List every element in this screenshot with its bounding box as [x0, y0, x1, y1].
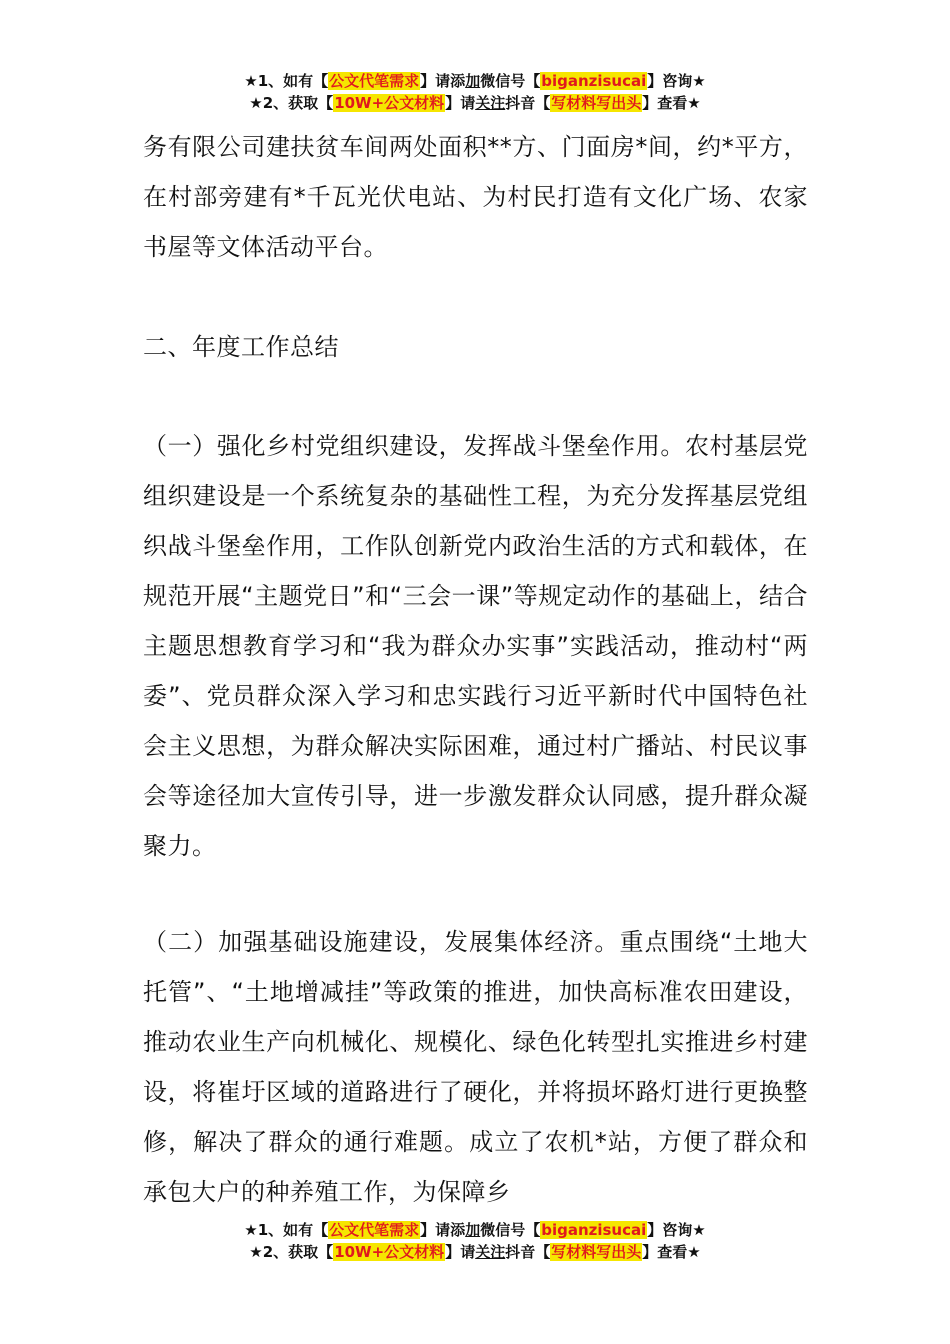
banner-text: ★2、获取【: [249, 1243, 334, 1261]
paragraph: （二）加强基础设施建设，发展集体经济。重点围绕“土地大托管”、“土地增减挂”等政策的推进，加快高标准农田建设，推动农业生产向机械化、规模化、绿色化转型扎实推进乡村建设，将崔圩区域的道路进行了硬化，并将损坏路灯进行更换整修，解决了群众的通行难题。成立了农机*站，方便了群众和承包大户的种养殖工作，为保障乡: [143, 928, 808, 1206]
paragraph: （一）强化乡村党组织建设，发挥战斗堡垒作用。农村基层党组织建设是一个系统复杂的基础性工程，为充分发挥基层党组织战斗堡垒作用，工作队创新党内政治生活的方式和载体，在规范开展“主题党日”和“三会一课”等规定动作的基础上，结合主题思想教育学习和“我为群众办实事”实践活动，推动村“两委”、党员群众深入学习和忠实践行习近平新时代中国特色社会主义思想，为群众解决实际困难，通过村广播站、村民议事会等途径加大宣传引导，进一步激发群众认同感，提升群众凝聚力。: [143, 432, 808, 860]
section-heading-container: [143, 322, 808, 372]
banner-text: 】咨询★: [647, 72, 706, 90]
banner-text: 】请: [445, 1243, 476, 1261]
banner-text: 关注: [475, 1243, 506, 1261]
paragraph: 务有限公司建扶贫车间两处面积**方、门面房*间，约*平方，在村部旁建有*千瓦光伏电站、为村民打造有文化广场、农家书屋等文体活动平台。: [143, 133, 808, 261]
banner-text: 】咨询★: [647, 1221, 706, 1239]
banner-highlight: 公文代笔需求: [329, 1221, 420, 1239]
banner-text: ★1、如有【: [244, 72, 329, 90]
banner-text: 】请添: [420, 72, 466, 90]
section-heading: 二、年度工作总结: [143, 333, 339, 361]
banner-line-1: [0, 70, 950, 92]
banner-text: 加: [465, 72, 481, 90]
banner-text: ★2、获取【: [249, 94, 334, 112]
bottom-banner: [0, 1219, 950, 1263]
banner-douyin-id: 写材料写出头: [551, 1243, 642, 1261]
banner-highlight: 10W+公文材料: [334, 94, 445, 112]
banner-text: 】请: [445, 94, 476, 112]
banner-text: 关注: [475, 94, 506, 112]
banner-text: 】查看★: [642, 94, 701, 112]
banner-wechat-id: biganzisucai: [541, 72, 647, 90]
banner-highlight: 公文代笔需求: [329, 72, 420, 90]
banner-text: ★1、如有【: [244, 1221, 329, 1239]
banner-text: 加: [465, 1221, 481, 1239]
banner-douyin-id: 写材料写出头: [551, 94, 642, 112]
banner-text: 抖音【: [505, 1243, 551, 1261]
banner-text: 】请添: [420, 1221, 466, 1239]
paragraph-container: [143, 421, 808, 871]
banner-text: 抖音【: [505, 94, 551, 112]
document-body: [143, 122, 808, 272]
banner-highlight: 10W+公文材料: [334, 1243, 445, 1261]
banner-text: 】查看★: [642, 1243, 701, 1261]
banner-line-1: [0, 1219, 950, 1241]
banner-wechat-id: biganzisucai: [541, 1221, 647, 1239]
paragraph-container: [143, 917, 808, 1217]
banner-line-2: [0, 92, 950, 114]
banner-text: 微信号【: [480, 1221, 541, 1239]
banner-text: 微信号【: [480, 72, 541, 90]
top-banner: [0, 70, 950, 114]
banner-line-2: [0, 1241, 950, 1263]
